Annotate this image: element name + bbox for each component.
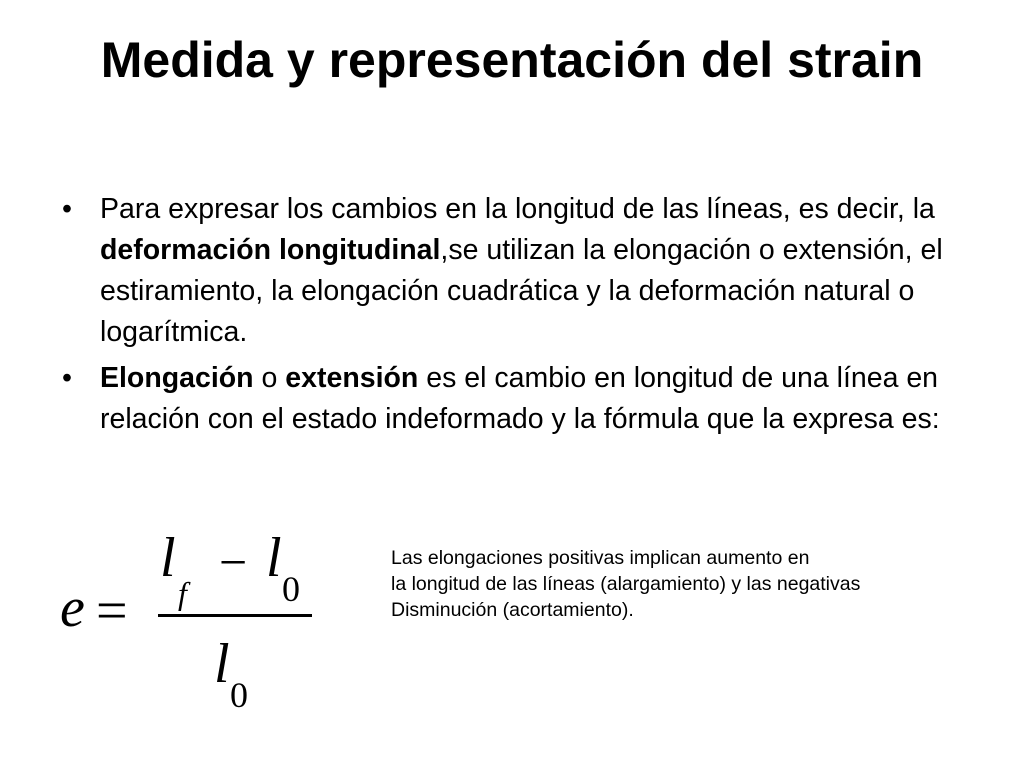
formula-fraction-bar bbox=[158, 614, 312, 617]
formula-numerator-lf: l bbox=[160, 527, 176, 589]
bullet-text: o bbox=[253, 362, 286, 394]
bullet-bold-term: extensión bbox=[285, 362, 419, 394]
formula-numerator-subscript-0: 0 bbox=[282, 569, 300, 609]
note-line: Disminución (acortamiento). bbox=[391, 599, 634, 621]
bullet-marker: • bbox=[62, 193, 72, 225]
formula-minus: − bbox=[219, 534, 248, 590]
formula-lhs: e bbox=[60, 577, 85, 639]
formula-subscript-f: f bbox=[178, 575, 187, 611]
bullet-text: ,se utilizan la elongación o extensión, el estiramiento, la elongación cuadrática y la deformación natural o logarítmica. bbox=[100, 234, 943, 348]
bullet-marker: • bbox=[62, 362, 72, 394]
formula-equals: = bbox=[96, 580, 128, 642]
formula-denominator-l0: l bbox=[214, 633, 230, 695]
formula-note bbox=[391, 545, 1016, 623]
elongation-formula bbox=[0, 0, 340, 720]
bullet-text: Para expresar los cambios en la longitud de las líneas, es decir, la bbox=[100, 193, 935, 225]
note-line: la longitud de las líneas (alargamiento) y las negativas bbox=[391, 573, 861, 595]
bullet-text: es el cambio en longitud de una línea en relación con el estado indeformado y la fórmula que la expresa es: bbox=[100, 362, 940, 435]
bullet-bold-term: deformación longitudinal bbox=[100, 234, 441, 266]
slide-title: Medida y representación del strain bbox=[100, 32, 924, 88]
bullet-bold-term: Elongación bbox=[100, 362, 254, 394]
formula-denominator-subscript-0: 0 bbox=[230, 675, 248, 715]
formula-numerator-l0: l bbox=[266, 527, 282, 589]
note-line: Las elongaciones positivas implican aumento en bbox=[391, 547, 810, 569]
